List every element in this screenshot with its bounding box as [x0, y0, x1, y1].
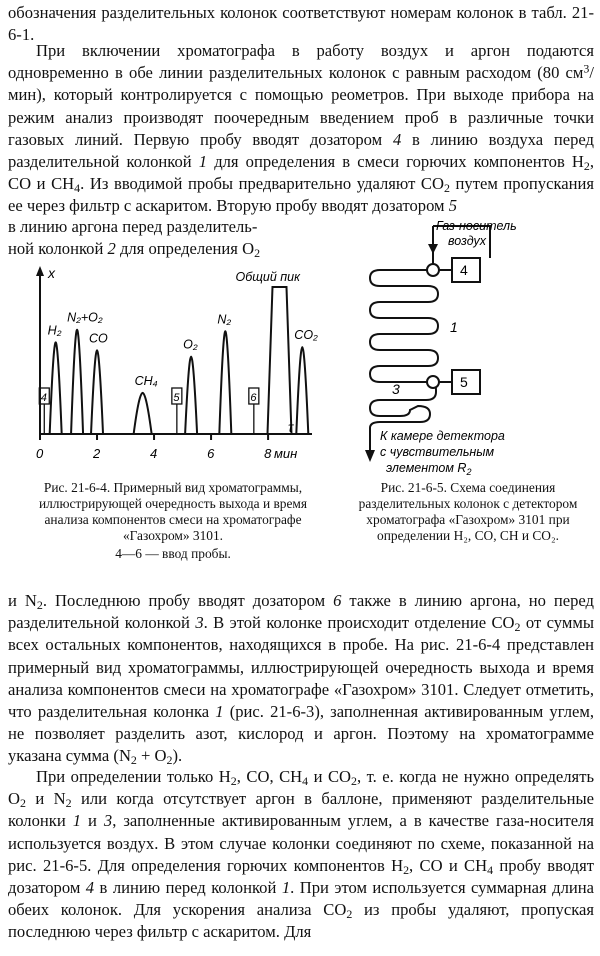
carrier-gas-air-label: воздух — [448, 234, 487, 248]
peak-label-ch4: CH₄ — [134, 373, 158, 388]
peak-label-co2: CO₂ — [294, 328, 318, 343]
peak-label-o2: O₂ — [183, 337, 198, 352]
y-axis-label: x — [48, 265, 55, 281]
x-axis-symbol: τ — [288, 419, 294, 435]
column-1 — [370, 270, 438, 382]
injection-label-5: 5 — [173, 392, 180, 404]
figure-5-caption: Рис. 21-6-5. Схема соединения разделительных колонок с детектором хроматографа «Газохром» 3101 при определении H₂, CO, CH и CO₂. — [358, 480, 578, 543]
paragraph-2: и $N_2$. Последнюю пробу вводят дозатором 6 также в линию аргона, но перед разделительной колонкой 3. В этой колонке происходит отделение $CO_2$ от суммы всех остальных компонентов, находящихся в пробе. На рис. 21-6-4 представлен примерный вид хроматограммы, иллюстрирующей очередность выхода и время анализа компонентов смеси на хроматографе «Газохром» 3101. Следует отметить, что разделительная колонка 1 (рис. 21-6-3), заполненная активированным углем, не позволяет разделить азот, кислород и аргон. Поэтому на хроматограмме указана сумма $(N_2 + O_2)$. — [8, 591, 594, 768]
column-3-label: 3 — [392, 381, 400, 397]
doser-5-valve — [427, 376, 439, 388]
paragraph-3: При определении только $H_2$, CO, $CH_4$ и $CO_2$, т. е. когда не нужно определять $O_2$ и $N_2$ или когда отсутствует аргон в баллоне, применяют разделительные колонки 1 и 3, заполненные активированным углем, а в качестве газа-носителя используется воздух. В этом случае колонки соединяют по схеме, показанной на рис. 21-6-5. Для определения горючих компонентов $H_2$, CO и $CH_4$ пробу вводят дозатором 4 в линию перед колонкой 1. При этом используется суммарная длина обеих колонок. Для ускорения анализа $CO_2$ из пробы удаляют, пропуская последнюю через фильтр с аскаритом. Для — [8, 767, 595, 942]
figure-4-caption: Рис. 21-6-4. Примерный вид хроматограммы, иллюстрирующей очередность выхода и время анализа компонентов смеси на хроматографе «Газохром» 3101. — [38, 480, 308, 543]
y-axis-arrow-icon — [36, 266, 44, 276]
peak-co2 — [296, 347, 308, 434]
injection-label-4: 4 — [40, 392, 47, 404]
column-scheme-figure — [340, 214, 590, 482]
peak-o2 — [185, 357, 197, 434]
doser-4-valve — [427, 264, 439, 276]
detector-label-2: с чувствительным — [380, 445, 495, 459]
peak-label-n2: N₂ — [217, 312, 232, 327]
peak-n2-o2 — [71, 330, 83, 434]
peak-label-co: CO — [89, 331, 108, 346]
paragraph-1-tail: в линию аргона перед разделитель- ной колонкой 2 для определения $O_2$ — [8, 217, 261, 261]
peak-ch4 — [134, 393, 152, 434]
chromatogram-figure — [18, 262, 318, 477]
inlet-arrow-icon — [428, 244, 438, 254]
x-tick-label: 0 — [36, 446, 44, 461]
paragraph-1: При включении хроматографа в работу воздух и аргон подаются одновременно в обе линии разделительных колонок с равным расходом (80 $см^3/мин$), который контролируется с помощью реометров. При выходе прибора на режим анализ производят поочередным введением проб в различные точки газовых линий. Первую пробу вводят дозатором 4 в линию воздуха перед разделительной колонкой 1 для определения в смеси горючих компонентов $H_2$, CO и $CH_4$. Из вводимой пробы предварительно удаляют $CO_2$ путем пропускания ее через фильтр с аскаритом. Вторую пробу вводят дозатором 5 — [8, 41, 595, 216]
x-tick-label: 4 — [150, 446, 158, 461]
peak-label-h2: H₂ — [47, 323, 62, 338]
column-3 — [370, 382, 436, 432]
peak-общий пик — [267, 287, 291, 434]
x-tick-label: 2 — [93, 446, 101, 461]
peak-n2 — [219, 331, 231, 434]
peak-label-n2-o2: N₂+O₂ — [67, 310, 103, 325]
carrier-gas-label: Газ-носитель — [436, 219, 517, 233]
injection-label-6: 6 — [250, 392, 257, 404]
doser-5-label: 5 — [460, 374, 468, 390]
outlet-arrow-icon — [365, 450, 375, 462]
figure-4-note: 4—6 — ввод пробы. — [115, 546, 231, 561]
x-unit-label: мин — [274, 446, 298, 461]
detector-label-3: элементом $R_2$ — [386, 461, 472, 477]
detector-label-1: К камере детектора — [380, 429, 505, 443]
column-1-label: 1 — [450, 319, 458, 335]
x-tick-label: 8 — [264, 446, 272, 461]
paragraph-0: обозначения разделительных колонок соответствуют номерам колонок в табл. 21-6-1. — [8, 3, 594, 45]
x-tick-label: 6 — [207, 446, 215, 461]
doser-4-label: 4 — [460, 262, 468, 278]
peak-co — [91, 350, 103, 434]
peak-h2 — [50, 342, 62, 434]
peak-label-общий пик: Общий пик — [235, 270, 301, 285]
